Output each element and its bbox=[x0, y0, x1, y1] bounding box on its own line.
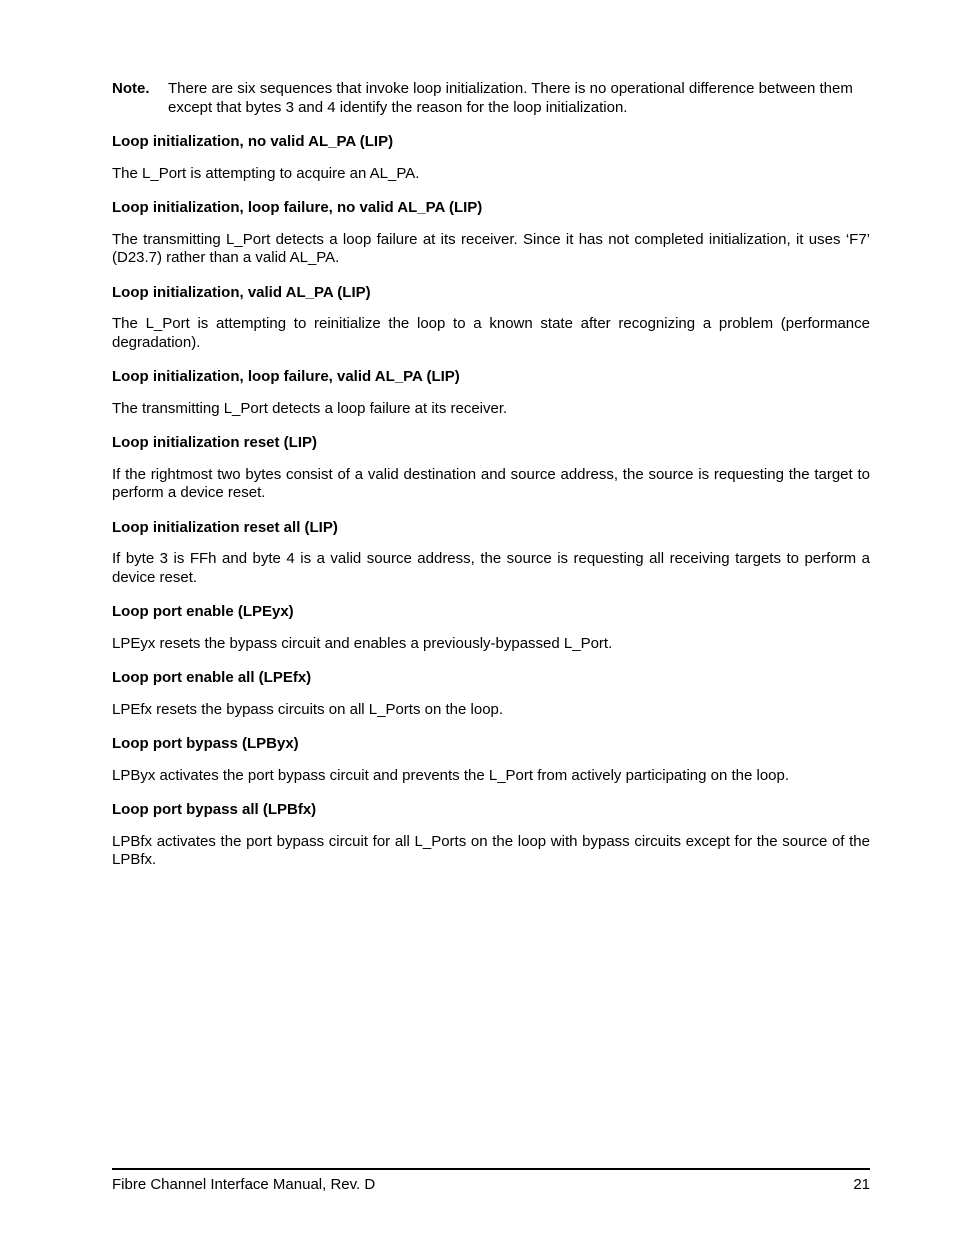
section-heading: Loop initialization, valid AL_PA (LIP) bbox=[112, 283, 371, 301]
footer-title: Fibre Channel Interface Manual, Rev. D bbox=[112, 1176, 376, 1193]
section-lip-valid-alpa bbox=[112, 284, 870, 353]
document-page bbox=[112, 80, 870, 886]
section-body: LPBfx activates the port bypass circuit for all L_Ports on the loop with bypass circuits except for the source of the LPBfx. bbox=[112, 832, 870, 868]
section-lip-loop-failure-no-valid-alpa bbox=[112, 199, 870, 268]
section-body: If byte 3 is FFh and byte 4 is a valid source address, the source is requesting all receiving targets to perform a device reset. bbox=[112, 550, 870, 586]
section-lip-no-valid-alpa bbox=[112, 133, 870, 183]
section-heading: Loop initialization, no valid AL_PA (LIP) bbox=[112, 133, 394, 150]
note-block bbox=[112, 80, 870, 117]
section-heading: Loop initialization, loop failure, no valid AL_PA (LIP) bbox=[112, 199, 483, 216]
section-lpefx bbox=[112, 669, 870, 719]
section-heading: Loop initialization reset (LIP) bbox=[112, 434, 318, 451]
section-heading: Loop initialization, loop failure, valid AL_PA (LIP) bbox=[112, 368, 460, 385]
section-heading: Loop port enable all (LPEfx) bbox=[112, 669, 312, 686]
section-lip-loop-failure-valid-alpa bbox=[112, 368, 870, 418]
section-lpbfx bbox=[112, 801, 870, 870]
note-label: Note. bbox=[112, 80, 150, 97]
section-body: The L_Port is attempting to reinitialize the loop to a known state after recognizing a problem (performance degradation). bbox=[112, 315, 870, 351]
page-number: 21 bbox=[853, 1176, 870, 1193]
footer-divider bbox=[112, 1168, 870, 1170]
section-body: LPByx activates the port bypass circuit and prevents the L_Port from actively participating on the loop. bbox=[112, 766, 790, 784]
section-lip-reset-all bbox=[112, 519, 870, 588]
section-body: The L_Port is attempting to acquire an AL_PA. bbox=[112, 164, 420, 182]
section-heading: Loop port enable (LPEyx) bbox=[112, 603, 294, 620]
section-body: LPEfx resets the bypass circuits on all L_Ports on the loop. bbox=[112, 700, 504, 718]
section-heading: Loop initialization reset all (LIP) bbox=[112, 518, 338, 536]
section-lpeyx bbox=[112, 603, 870, 653]
note-text: There are six sequences that invoke loop initialization. There is no operational difference between them except that bytes 3 and 4 identify the reason for the loop initialization. bbox=[168, 80, 853, 116]
section-heading: Loop port bypass all (LPBfx) bbox=[112, 801, 317, 818]
section-body: The transmitting L_Port detects a loop failure at its receiver. Since it has not completed initialization, it uses ‘F7’ (D23.7) rather than a valid AL_PA. bbox=[112, 230, 870, 266]
section-body: The transmitting L_Port detects a loop failure at its receiver. bbox=[112, 399, 508, 417]
section-body: LPEyx resets the bypass circuit and enables a previously-bypassed L_Port. bbox=[112, 634, 613, 652]
page-footer bbox=[112, 1176, 870, 1195]
section-lip-reset bbox=[112, 434, 870, 503]
section-heading: Loop port bypass (LPByx) bbox=[112, 735, 299, 752]
section-body: If the rightmost two bytes consist of a valid destination and source address, the source is requesting the target to perform a device reset. bbox=[112, 465, 870, 501]
section-lpbyx bbox=[112, 735, 870, 785]
